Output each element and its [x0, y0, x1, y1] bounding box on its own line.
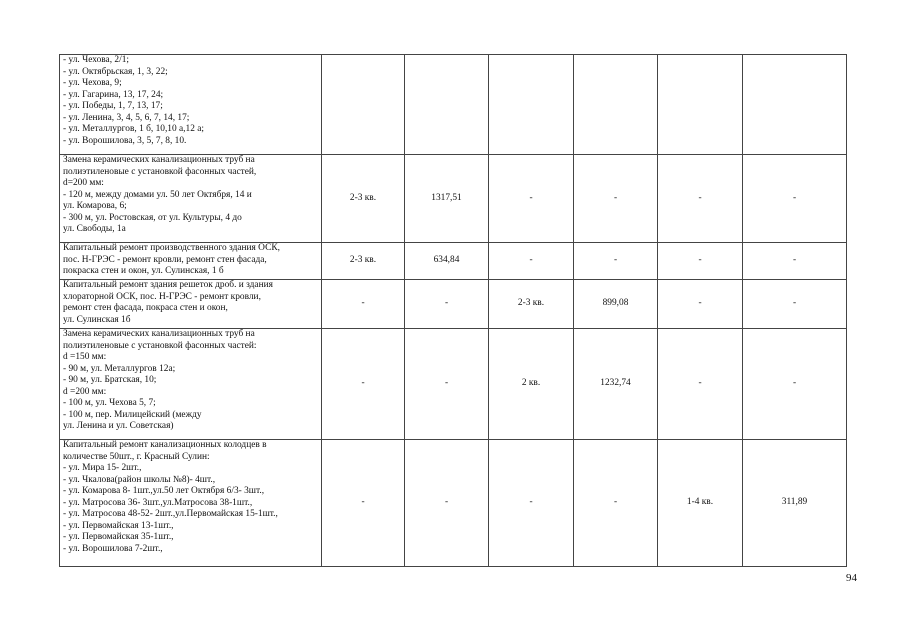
description-line: ул. Свободы, 1а — [63, 224, 126, 234]
value-cell: - — [405, 280, 489, 329]
description-line: - ул. Ворошилова 7-2шт., — [63, 543, 163, 554]
value-cell: - — [322, 440, 405, 567]
description-line: Капитальный ремонт здания решеток дроб. и здания — [63, 280, 273, 290]
description-line: - ул. Октябрьская, 1, 3, 22; — [63, 66, 168, 77]
description-line: - ул. Чкалова(район школы №8)- 4шт., — [63, 474, 216, 485]
value-cell: 1317,51 — [405, 155, 489, 243]
table-row — [60, 55, 847, 155]
value-cell — [405, 55, 489, 155]
value-cell: 634,84 — [405, 243, 489, 280]
works-table — [59, 54, 847, 567]
value-cell: - — [743, 155, 847, 243]
table-row — [60, 329, 847, 440]
value-cell — [574, 55, 658, 155]
description-line: Замена керамических канализационных труб на — [63, 329, 255, 339]
description-line: - 90 м, ул. Металлургов 12а; — [63, 363, 176, 374]
value-cell: 899,08 — [574, 280, 658, 329]
value-cell: - — [489, 243, 574, 280]
value-cell: - — [658, 280, 743, 329]
description-line: - ул. Матросова 48-52- 2шт.,ул.Первомайская 15-1шт., — [63, 509, 278, 519]
value-cell: 1232,74 — [574, 329, 658, 440]
description-line: - ул. Комарова 8- 1шт.,ул.50 лет Октября 6/3- 3шт., — [63, 486, 265, 496]
value-cell: - — [658, 329, 743, 440]
value-cell — [743, 55, 847, 155]
table-row — [60, 440, 847, 567]
description-line: ремонт стен фасада, покраса стен и окон, — [63, 303, 228, 313]
description-line: - 120 м, между домами ул. 50 лет Октября, 14 и — [63, 189, 252, 200]
description-line: - 100 м, ул. Чехова 5, 7; — [63, 398, 156, 408]
description-line: - ул. Первомайская 35-1шт., — [63, 532, 174, 542]
value-cell: - — [574, 440, 658, 567]
value-cell: 1-4 кв. — [658, 440, 743, 567]
description-line: - ул. Гагарина, 13, 17, 24; — [63, 89, 164, 100]
description-line: - ул. Мира 15- 2шт., — [63, 463, 142, 473]
description-line: - 90 м, ул. Братская, 10; — [63, 375, 157, 385]
value-cell — [658, 55, 743, 155]
description-line: - 100 м, пер. Милицейский (между — [63, 409, 202, 420]
description-line: - ул. Ворошилова, 3, 5, 7, 8, 10. — [63, 135, 187, 146]
value-cell: - — [322, 329, 405, 440]
value-cell: 2-3 кв. — [489, 280, 574, 329]
description-line: - ул. Металлургов, 1 б, 10,10 а,12 а; — [63, 124, 204, 134]
description-line: - ул. Победы, 1, 7, 13, 17; — [63, 101, 163, 111]
work-description-cell — [60, 280, 322, 329]
description-line: Капитальный ремонт производственного здания ОСК, — [63, 243, 280, 253]
value-cell: - — [743, 243, 847, 280]
page-number: 94 — [846, 572, 857, 584]
value-cell: 311,89 — [743, 440, 847, 567]
work-description-cell — [60, 243, 322, 280]
description-line: покраска стен и окон, ул. Сулинская, 1 б — [63, 266, 224, 276]
description-line: - ул. Чехова, 2/1; — [63, 55, 129, 65]
work-description-cell — [60, 155, 322, 243]
value-cell: - — [574, 243, 658, 280]
description-line: - ул. Чехова, 9; — [63, 78, 122, 88]
work-description-cell — [60, 329, 322, 440]
value-cell: - — [405, 440, 489, 567]
value-cell: - — [743, 329, 847, 440]
description-line: d=200 мм: — [63, 178, 104, 188]
description-line: полиэтиленовые с установкой фасонных частей, — [63, 166, 257, 177]
description-line: Капитальный ремонт канализационных колодцев в — [63, 440, 267, 450]
description-line: - ул. Первомайская 13-1шт., — [63, 520, 174, 531]
description-line: хлораторной ОСК, пос. Н-ГРЭС - ремонт кровли, — [63, 291, 261, 302]
table-row — [60, 155, 847, 243]
value-cell — [322, 55, 405, 155]
value-cell: 2-3 кв. — [322, 243, 405, 280]
value-cell: - — [574, 155, 658, 243]
value-cell: - — [743, 280, 847, 329]
description-line: ул. Сулинская 1б — [63, 314, 131, 325]
work-description-cell — [60, 440, 322, 567]
table-row — [60, 243, 847, 280]
description-line: Замена керамических канализационных труб на — [63, 155, 255, 165]
table-row — [60, 280, 847, 329]
description-line: d =200 мм: — [63, 386, 107, 397]
description-line: - ул. Ленина, 3, 4, 5, 6, 7, 14, 17; — [63, 112, 190, 123]
description-line: - 300 м, ул. Ростовская, от ул. Культуры, 4 до — [63, 212, 242, 223]
value-cell: - — [489, 440, 574, 567]
value-cell: - — [489, 155, 574, 243]
value-cell: 2 кв. — [489, 329, 574, 440]
description-line: количестве 50шт., г. Красный Сулин: — [63, 451, 210, 462]
description-line: d =150 мм: — [63, 352, 107, 362]
work-description-cell — [60, 55, 322, 155]
description-line: - ул. Матросова 36- 3шт.,ул.Матросова 38-1шт., — [63, 497, 253, 508]
value-cell: - — [322, 280, 405, 329]
description-line: пос. Н-ГРЭС - ремонт кровли, ремонт стен фасада, — [63, 254, 267, 265]
description-line: ул. Комарова, 6; — [63, 201, 127, 211]
description-line: полиэтиленовые с установкой фасонных частей: — [63, 340, 257, 351]
value-cell: - — [658, 155, 743, 243]
value-cell — [489, 55, 574, 155]
description-line: ул. Ленина и ул. Советская) — [63, 421, 174, 431]
value-cell: - — [405, 329, 489, 440]
value-cell: - — [658, 243, 743, 280]
value-cell: 2-3 кв. — [322, 155, 405, 243]
